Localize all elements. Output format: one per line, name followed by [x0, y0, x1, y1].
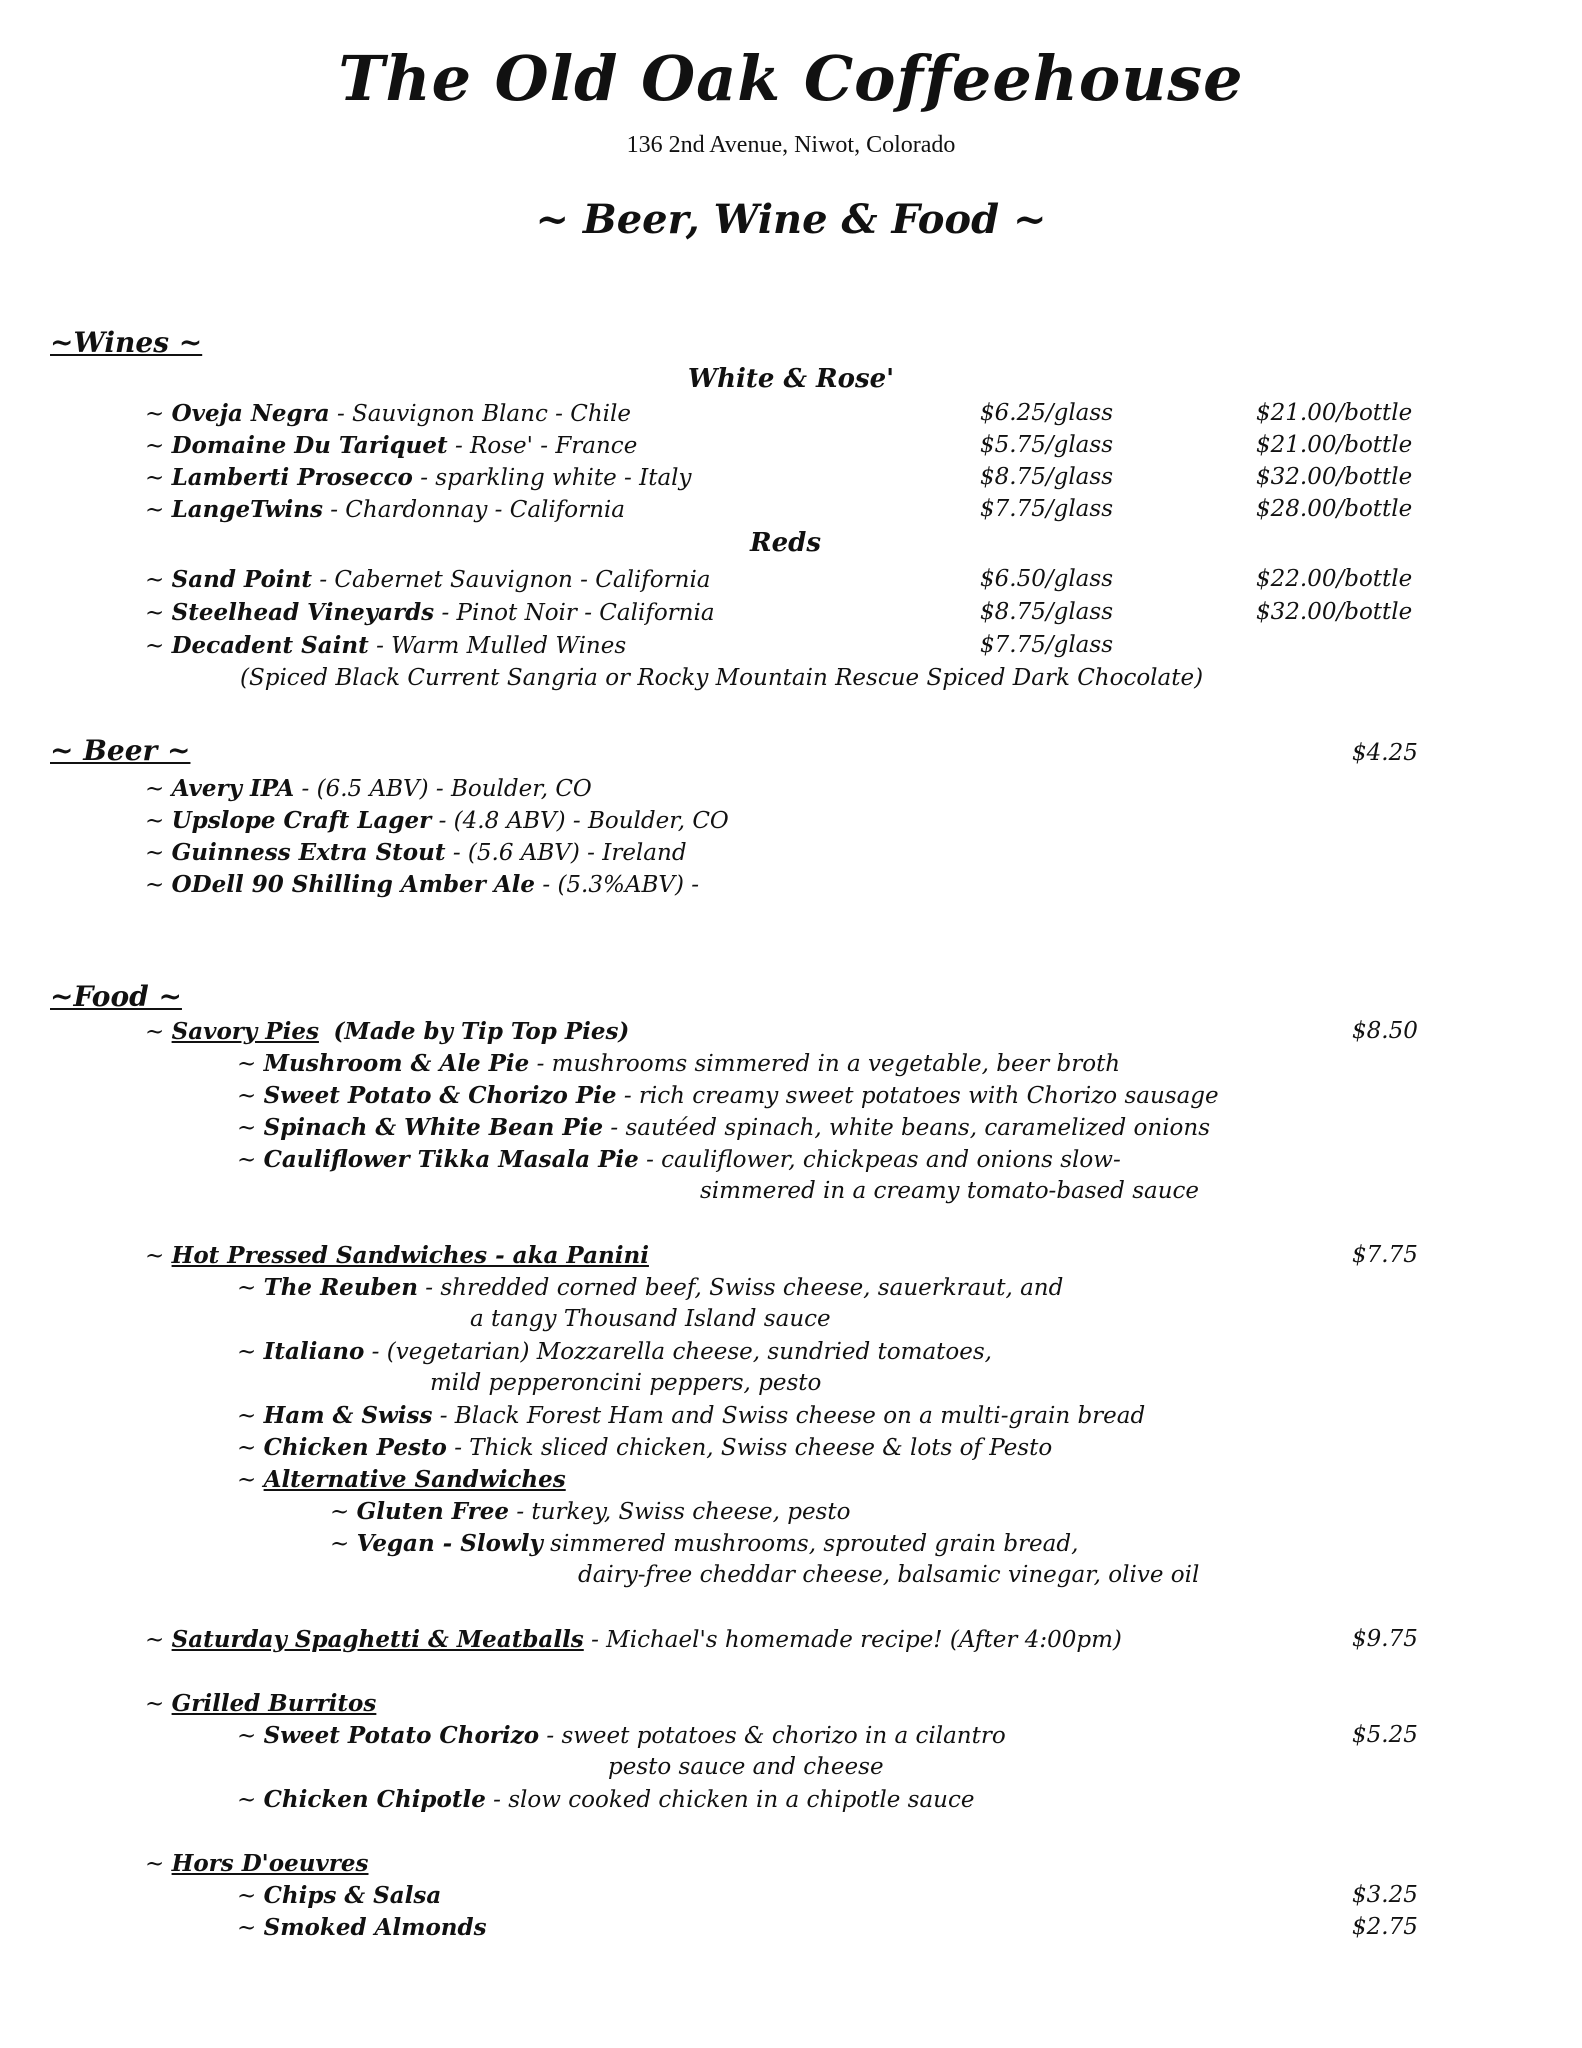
wine-desc: - Warm Mulled Wines: [376, 633, 627, 659]
pies-row: ~ Savory Pies (Made by Tip Top Pies): [145, 1018, 630, 1045]
wine-name: Decadent Saint: [171, 632, 369, 659]
sandwich-desc: - (vegetarian) Mozzarella cheese, sundried tomatoes,: [371, 1339, 992, 1365]
reds-heading: Reds: [750, 528, 821, 558]
spaghetti-title: Saturday Spaghetti & Meatballs: [171, 1626, 584, 1653]
wine-glass-price: $8.75/glass: [980, 464, 1113, 490]
alt-sandwich-desc: - turkey, Swiss cheese, pesto: [516, 1499, 851, 1525]
wine-name: Domaine Du Tariquet: [171, 432, 448, 459]
alt-sandwich-desc-continued: dairy-free cheddar cheese, balsamic vinegar, olive oil: [578, 1562, 1200, 1588]
wine-bottle-price: $21.00/bottle: [1256, 400, 1413, 426]
sandwich-desc-continued: mild pepperoncini peppers, pesto: [430, 1370, 822, 1396]
wine-glass-price: $7.75/glass: [980, 496, 1113, 522]
wine-glass-price: $8.75/glass: [980, 599, 1113, 625]
burrito-desc: - sweet potatoes & chorizo in a cilantro: [546, 1723, 1006, 1749]
wine-desc: - sparkling white - Italy: [420, 465, 692, 491]
hors-item-price: $3.25: [1352, 1882, 1418, 1908]
sandwich-desc: - shredded corned beef, Swiss cheese, sauerkraut, and: [425, 1275, 1064, 1301]
beer-heading: ~ Beer ~: [50, 734, 191, 767]
pie-name: Spinach & White Bean Pie: [263, 1114, 604, 1141]
alt-sandwich-desc: simmered mushrooms, sprouted grain bread,: [550, 1531, 1079, 1557]
sandwich-row: ~ Ham & Swiss - Black Forest Ham and Swiss cheese on a multi-grain bread: [237, 1402, 1146, 1429]
burrito-name: Chicken Chipotle: [263, 1786, 486, 1813]
burrito-desc-continued: pesto sauce and cheese: [608, 1754, 884, 1780]
wine-name: Steelhead Vineyards: [171, 599, 435, 626]
burritos-title: Grilled Burritos: [171, 1690, 377, 1717]
panini-title: Hot Pressed Sandwiches - aka Panini: [171, 1242, 649, 1269]
burritos-price: $5.25: [1352, 1722, 1418, 1748]
wine-glass-price: $6.50/glass: [980, 566, 1113, 592]
burrito-row: ~ Sweet Potato Chorizo - sweet potatoes & chorizo in a cilantro: [237, 1722, 1006, 1749]
panini-price: $7.75: [1352, 1242, 1418, 1268]
pie-name: Sweet Potato & Chorizo Pie: [263, 1082, 617, 1109]
pie-desc: - sautéed spinach, white beans, caramelized onions: [610, 1115, 1211, 1141]
wine-row: ~ Sand Point - Cabernet Sauvignon - California: [145, 566, 711, 593]
alt-sandwiches-title: Alternative Sandwiches: [263, 1466, 566, 1493]
beer-name: Avery IPA: [171, 775, 295, 802]
wine-glass-price: $5.75/glass: [980, 432, 1113, 458]
beer-name: ODell 90 Shilling Amber Ale: [171, 871, 536, 898]
beer-desc: - (5.6 ABV) - Ireland: [452, 840, 687, 866]
wine-name: Lamberti Prosecco: [171, 464, 413, 491]
hors-item-name: Smoked Almonds: [263, 1914, 487, 1941]
sandwich-desc: - Black Forest Ham and Swiss cheese on a multi-grain bread: [439, 1403, 1146, 1429]
wine-row: ~ Domaine Du Tariquet - Rose' - France: [145, 432, 638, 459]
beer-desc: - (4.8 ABV) - Boulder, CO: [438, 808, 729, 834]
hors-item-name: Chips & Salsa: [263, 1882, 442, 1909]
wine-name: Sand Point: [171, 566, 313, 593]
beer-row: ~ Avery IPA - (6.5 ABV) - Boulder, CO: [145, 775, 592, 802]
sandwich-desc: - Thick sliced chicken, Swiss cheese & lots of Pesto: [454, 1435, 1053, 1461]
wine-desc: - Sauvignon Blanc - Chile: [336, 401, 631, 427]
wine-desc: - Chardonnay - California: [330, 497, 625, 523]
wine-desc: - Rose' - France: [454, 433, 638, 459]
food-heading: ~Food ~: [50, 980, 182, 1013]
beer-price: $4.25: [1352, 740, 1418, 766]
sandwich-name: Italiano: [263, 1338, 365, 1365]
hors-item-price: $2.75: [1352, 1914, 1418, 1940]
beer-name: Guinness Extra Stout: [171, 839, 446, 866]
alt-sandwiches-row: ~ Alternative Sandwiches: [237, 1466, 566, 1493]
pie-row: ~ Cauliflower Tikka Masala Pie - cauliflower, chickpeas and onions slow-: [237, 1146, 1121, 1173]
pie-name: Mushroom & Ale Pie: [263, 1050, 530, 1077]
pie-name: Cauliflower Tikka Masala Pie: [263, 1146, 639, 1173]
wine-glass-price: $6.25/glass: [980, 400, 1113, 426]
address: 136 2nd Avenue, Niwot, Colorado: [626, 132, 956, 158]
wine-row: ~ Oveja Negra - Sauvignon Blanc - Chile: [145, 400, 631, 427]
wine-row: ~ Steelhead Vineyards - Pinot Noir - California: [145, 599, 715, 626]
spaghetti-desc: - Michael's homemade recipe! (After 4:00pm): [591, 1627, 1122, 1653]
hors-title: Hors D'oeuvres: [171, 1850, 369, 1877]
wine-name: LangeTwins: [171, 496, 323, 523]
wine-bottle-price: $32.00/bottle: [1256, 599, 1413, 625]
sandwich-row: ~ Italiano - (vegetarian) Mozzarella cheese, sundried tomatoes,: [237, 1338, 992, 1365]
hors-row: ~ Hors D'oeuvres: [145, 1850, 369, 1877]
pies-maker: (Made by Tip Top Pies): [333, 1018, 630, 1045]
sandwich-name: Ham & Swiss: [263, 1402, 433, 1429]
sandwich-name: Chicken Pesto: [263, 1434, 447, 1461]
wine-name: Oveja Negra: [171, 400, 330, 427]
wine-bottle-price: $28.00/bottle: [1256, 496, 1413, 522]
wine-row: ~ Decadent Saint - Warm Mulled Wines: [145, 632, 627, 659]
pies-price: $8.50: [1352, 1018, 1418, 1044]
pie-desc-continued: simmered in a creamy tomato-based sauce: [700, 1178, 1200, 1204]
sandwich-row: ~ Chicken Pesto - Thick sliced chicken, Swiss cheese & lots of Pesto: [237, 1434, 1053, 1461]
pie-row: ~ Mushroom & Ale Pie - mushrooms simmered in a vegetable, beer broth: [237, 1050, 1121, 1077]
wine-bottle-price: $22.00/bottle: [1256, 566, 1413, 592]
sandwich-name: The Reuben: [263, 1274, 418, 1301]
alt-sandwich-name: Vegan - Slowly: [356, 1530, 543, 1557]
sandwich-desc-continued: a tangy Thousand Island sauce: [470, 1306, 831, 1332]
hors-item-row: ~ Smoked Almonds: [237, 1914, 487, 1941]
alt-sandwich-name: Gluten Free: [356, 1498, 509, 1525]
beer-row: ~ ODell 90 Shilling Amber Ale - (5.3%ABV) -: [145, 871, 700, 898]
wine-bottle-price: $21.00/bottle: [1256, 432, 1413, 458]
beer-name: Upslope Craft Lager: [171, 807, 432, 834]
pie-desc: - cauliflower, chickpeas and onions slow-: [646, 1147, 1121, 1173]
wine-row: ~ LangeTwins - Chardonnay - California: [145, 496, 625, 523]
alt-sandwich-row: ~ Gluten Free - turkey, Swiss cheese, pesto: [330, 1498, 851, 1525]
pie-row: ~ Sweet Potato & Chorizo Pie - rich creamy sweet potatoes with Chorizo sausage: [237, 1082, 1219, 1109]
burrito-row: ~ Chicken Chipotle - slow cooked chicken in a chipotle sauce: [237, 1786, 975, 1813]
burrito-name: Sweet Potato Chorizo: [263, 1722, 540, 1749]
wine-bottle-price: $32.00/bottle: [1256, 464, 1413, 490]
alt-sandwich-row: ~ Vegan - Slowly simmered mushrooms, sprouted grain bread,: [330, 1530, 1079, 1557]
page-title: The Old Oak Coffeehouse: [338, 42, 1244, 115]
menu-subtitle: ~ Beer, Wine & Food ~: [535, 196, 1047, 243]
wines-heading: ~Wines ~: [50, 326, 203, 359]
beer-row: ~ Upslope Craft Lager - (4.8 ABV) - Boulder, CO: [145, 807, 729, 834]
beer-desc: - (6.5 ABV) - Boulder, CO: [301, 776, 592, 802]
pie-desc: - mushrooms simmered in a vegetable, beer broth: [536, 1051, 1121, 1077]
wine-desc: - Pinot Noir - California: [441, 600, 715, 626]
wine-glass-price: $7.75/glass: [980, 632, 1113, 658]
burritos-row: ~ Grilled Burritos: [145, 1690, 377, 1717]
white-rose-heading: White & Rose': [687, 364, 895, 394]
beer-desc: - (5.3%ABV) -: [542, 872, 700, 898]
hors-item-row: ~ Chips & Salsa: [237, 1882, 442, 1909]
spaghetti-price: $9.75: [1352, 1626, 1418, 1652]
spaghetti-row: ~ Saturday Spaghetti & Meatballs - Michael's homemade recipe! (After 4:00pm): [145, 1626, 1122, 1653]
wine-row: ~ Lamberti Prosecco - sparkling white - Italy: [145, 464, 692, 491]
wine-desc: - Cabernet Sauvignon - California: [319, 567, 711, 593]
burrito-desc: - slow cooked chicken in a chipotle sauce: [493, 1787, 975, 1813]
panini-row: ~ Hot Pressed Sandwiches - aka Panini: [145, 1242, 649, 1269]
pie-row: ~ Spinach & White Bean Pie - sautéed spinach, white beans, caramelized onions: [237, 1114, 1211, 1141]
pies-title: Savory Pies: [171, 1018, 319, 1045]
pie-desc: - rich creamy sweet potatoes with Chorizo sausage: [623, 1083, 1219, 1109]
sandwich-row: ~ The Reuben - shredded corned beef, Swiss cheese, sauerkraut, and: [237, 1274, 1064, 1301]
mulled-wine-note: (Spiced Black Current Sangria or Rocky Mountain Rescue Spiced Dark Chocolate): [240, 665, 1204, 691]
beer-row: ~ Guinness Extra Stout - (5.6 ABV) - Ireland: [145, 839, 687, 866]
